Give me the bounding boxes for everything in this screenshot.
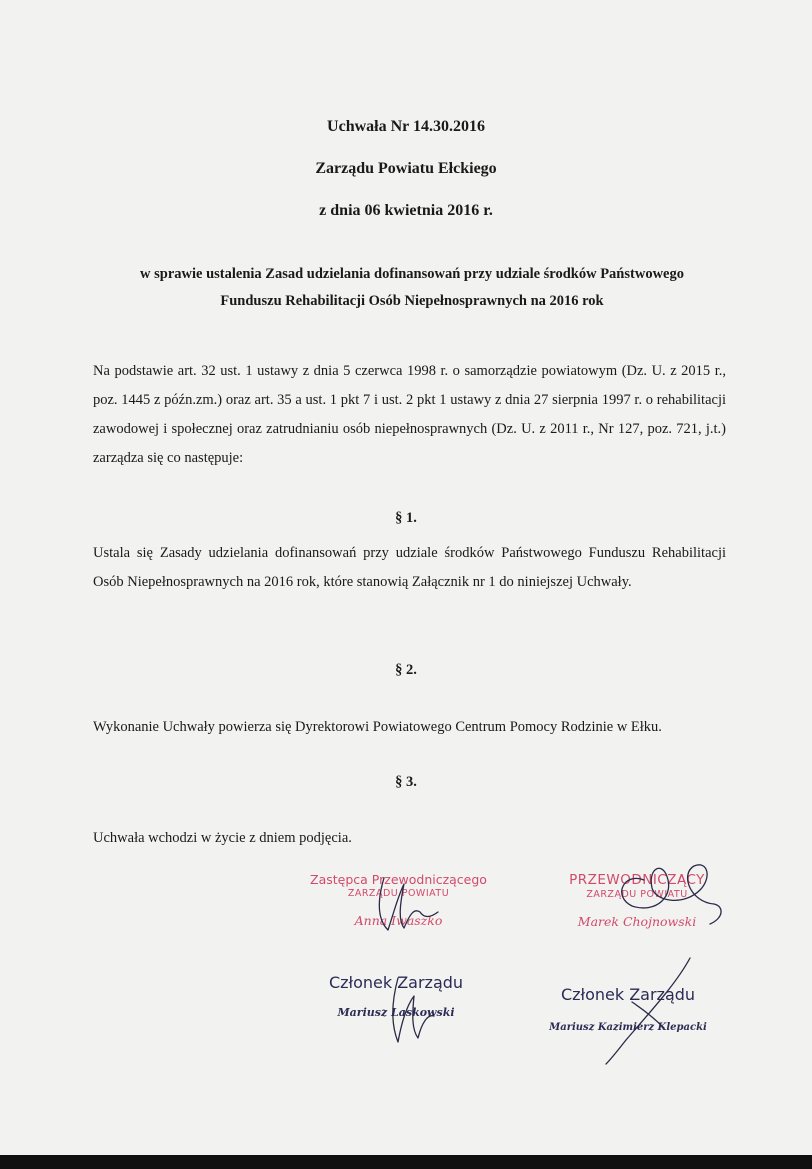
board-member-stamp-left: [296, 973, 496, 1019]
member-name: Mariusz Laskowski: [337, 1006, 455, 1019]
stamp-role: Zastępca Przewodniczącego: [310, 872, 487, 887]
chairman-stamp: [548, 872, 726, 929]
resolution-number: Uchwała Nr 14.30.2016: [327, 118, 485, 135]
section-2-label: § 2.: [395, 662, 417, 678]
section-3-label: § 3.: [395, 774, 417, 790]
section-1-label: § 1.: [395, 510, 417, 526]
stamp-role: PRZEWODNICZĄCY: [569, 872, 705, 888]
resolution-subject: [92, 261, 732, 315]
stamp-org: ZARZĄDU POWIATU: [586, 889, 688, 900]
subject-line-1: w sprawie ustalenia Zasad udzielania dofinansowań przy udziale środków Państwowego: [140, 266, 684, 282]
section-3-text: Uchwała wchodzi w życie z dniem podjęcia.: [93, 830, 352, 846]
section-1-text: Ustala się Zasady udzielania dofinansowań przy udziale środków Państwowego Funduszu Rehabilitacji Osób Niepełnosprawnych na 2016 rok, które stanowią Załącznik nr 1 do niniejszej Uchwały.: [93, 545, 726, 590]
member-name: Mariusz Kazimierz Klepacki: [549, 1022, 707, 1033]
board-member-stamp-right: [528, 985, 728, 1033]
section-2-text: Wykonanie Uchwały powierza się Dyrektorowi Powiatowego Centrum Pomocy Rodzinie w Ełku.: [93, 719, 662, 735]
deputy-chairman-stamp: [296, 872, 501, 928]
stamp-name: Marek Chojnowski: [577, 914, 697, 929]
scan-bottom-edge: [0, 1155, 812, 1169]
subject-line-2: Funduszu Rehabilitacji Osób Niepełnosprawnych na 2016 rok: [220, 293, 604, 309]
member-label: Członek Zarządu: [560, 985, 696, 1004]
issuing-body: Zarządu Powiatu Ełckiego: [315, 160, 497, 177]
member-label: Członek Zarządu: [328, 973, 464, 992]
stamp-org: ZARZĄDU POWIATU: [347, 888, 450, 899]
preamble-paragraph: Na podstawie art. 32 ust. 1 ustawy z dnia 5 czerwca 1998 r. o samorządzie powiatowym (Dz. U. z 2015 r., poz. 1445 z późn.zm.) oraz art. 35 a ust. 1 pkt 7 i ust. 2 pkt 1 ustawy z dnia 27 sierpnia 1997 r. o rehabilitacji zawodowej i społecznej oraz zatrudnianiu osób niepełnosprawnych (Dz. U. z 2011 r., Nr 127, poz. 721, j.t.) zarządza się co następuje:: [93, 363, 726, 466]
stamp-name: Anna Iwaszko: [354, 913, 443, 928]
resolution-date: z dnia 06 kwietnia 2016 r.: [319, 202, 493, 219]
